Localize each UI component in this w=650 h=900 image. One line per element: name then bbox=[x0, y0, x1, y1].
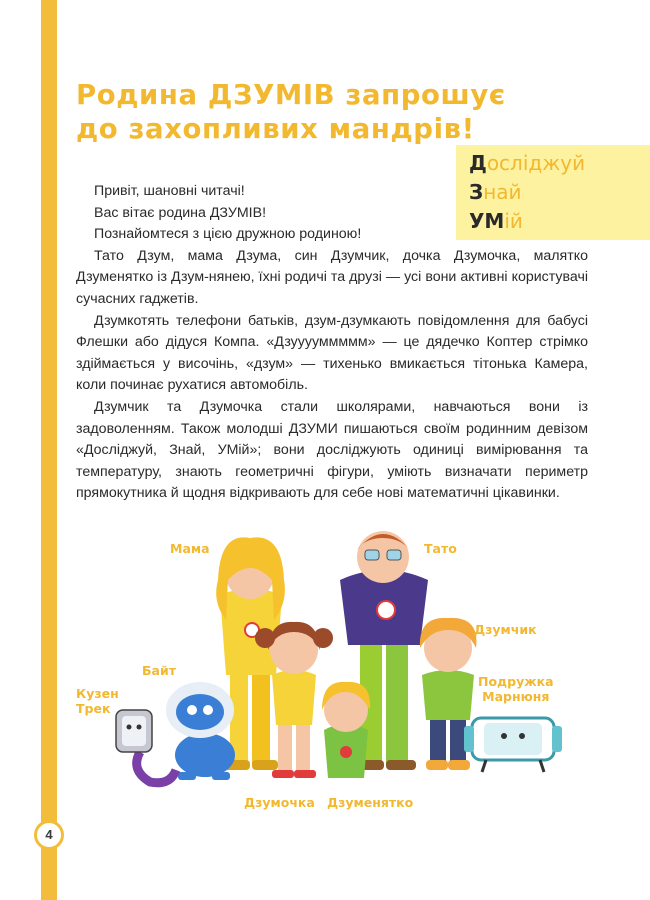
label-dzumeniatko: Дзуменятко bbox=[327, 795, 414, 810]
kuzen-trek-watch bbox=[116, 710, 176, 783]
label-marniunia: Подружка Марнюня bbox=[478, 674, 554, 704]
label-mama: Мама bbox=[170, 541, 210, 556]
paragraph-meet: Познайомтеся з цією дружною родиною! bbox=[94, 226, 362, 243]
paragraph-greeting: Привіт, шановні читачі! bbox=[94, 183, 245, 199]
marniunia-console bbox=[464, 718, 562, 772]
motto-line-can: УМій bbox=[469, 209, 523, 233]
label-kuzen-trek: Кузен Трек bbox=[76, 686, 119, 716]
page-title bbox=[76, 78, 546, 146]
paragraph-motto: Дзумчик та Дзумочка стали школярами, навчаються вони із задоволенням. Також молодші ДЗУМИ пишаються своїм родинним девізом «Досліджуй, Знай, УМій»; вони досліджують одиниці вимірювання та температуру, знають геометричні фігури, уміють визначати периметр прямокутника й щодня відкривають для себе нові математичні цікавинки. bbox=[76, 398, 588, 502]
dzumeniatko-figure bbox=[322, 682, 370, 778]
paragraph-gadgets: Дзумкотять телефони батьків, дзум-дзумкають повідомлення для бабусі Флешки або дідуся Компа. «Дзууууммммм» — це дядечко Коптер стрімко здіймається у височінь, «дзум» — тихенько вмикається тітонька Камера, коли починає рухатися автомобіль. bbox=[76, 312, 588, 394]
intro-text bbox=[76, 181, 588, 505]
label-bait: Байт bbox=[142, 663, 176, 678]
title-line-2: до захопливих мандрів! bbox=[76, 113, 475, 145]
paragraph-family: Тато Дзум, мама Дзума, син Дзумчик, дочка Дзумочка, малятко Дзуменятко із Дзум-нянею, їхні родичі та друзі — усі вони активні користувачі сучасних гаджетів. bbox=[76, 247, 588, 307]
title-line-1: Родина ДЗУМІВ запрошує bbox=[76, 79, 506, 111]
label-dzumchyk: Дзумчик bbox=[474, 622, 537, 637]
page-number: 4 bbox=[34, 820, 64, 850]
label-dzumochka: Дзумочка bbox=[244, 795, 315, 810]
motto-line-know: Знай bbox=[469, 180, 522, 204]
paragraph-welcome: Вас вітає родина ДЗУМІВ! bbox=[94, 204, 267, 221]
label-tato: Тато bbox=[424, 541, 457, 556]
motto-line-explore: Досліджуй bbox=[469, 151, 586, 175]
left-accent-bar bbox=[41, 0, 57, 900]
bait-robot bbox=[166, 682, 235, 780]
